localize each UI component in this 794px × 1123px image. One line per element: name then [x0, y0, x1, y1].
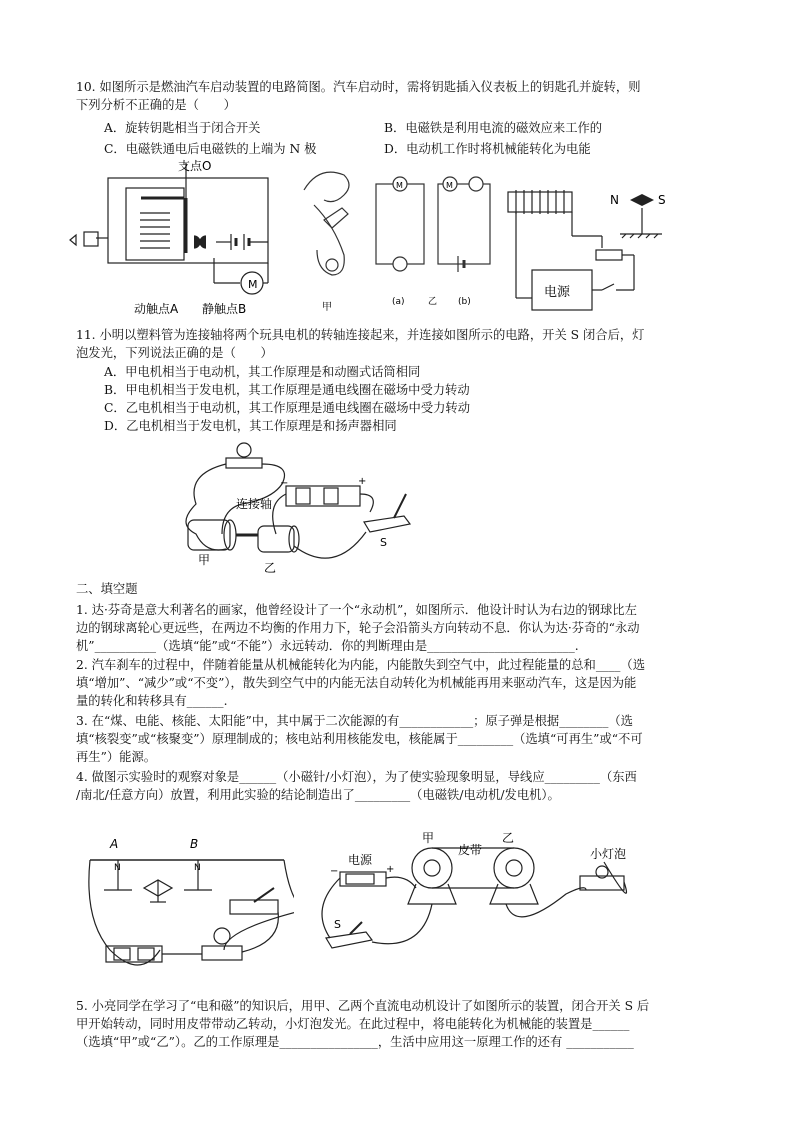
q11-label-jia: 甲 — [198, 553, 211, 567]
q10-label-motor: M — [248, 278, 258, 291]
fill-q3-line: 再生”）能源。 — [76, 750, 157, 764]
q11-stem-line: 11. 小明以塑料管为连接轴将两个玩具电机的转轴连接起来，并连接如图所示的电路，开关 S 闭合后，灯 — [76, 328, 645, 342]
fill-q5 — [76, 997, 649, 1051]
q10-stem-line: 下列分析不正确的是（ ） — [76, 98, 236, 112]
fill-q2-line: 量的转化和转移具有______. — [76, 694, 228, 708]
q11-label-yi: 乙 — [264, 561, 277, 575]
fill-q5-line: 5. 小亮同学在学习了“电和磁”的知识后，用甲、乙两个直流电动机设计了如图所示的装置，闭合开关 S 后 — [76, 999, 650, 1013]
q10-label-moving: 动触点A — [134, 302, 179, 316]
fill-q1 — [76, 601, 640, 655]
fill-q4-label-n2: N — [194, 863, 201, 873]
fill-q5-line: 甲开始转动，同时用皮带带动乙转动，小灯泡发光。在此过程中，将电能转化为机械能的装置是______ — [76, 1017, 630, 1031]
fill-q5-label-jia: 甲 — [422, 831, 435, 845]
q10-option-c: C．电磁铁通电后电磁铁的上端为 N 极 — [104, 142, 317, 156]
q11-figure-motors — [168, 436, 428, 576]
fill-q3 — [76, 712, 643, 766]
q10-figure-ab-circuits — [368, 164, 502, 314]
fill-q3-line: 3. 在“煤、电能、核能、太阳能”中，其中属于二次能源的有____________；原子弹是根据________（选 — [76, 714, 633, 728]
fill-q1-line: 边的钢球离轮心更远些，在两边不均衡的作用力下，轮子会沿箭头方向转动不息．你认为达·芬奇的“永动 — [76, 621, 640, 635]
fill-q5-label-power: 电源 — [348, 853, 373, 867]
fill-q5-label-lamp: 小灯泡 — [590, 847, 627, 861]
fill-q4 — [76, 768, 637, 804]
q10-label-yi: 乙 — [428, 297, 438, 307]
fill-q4-label-a: A — [110, 837, 119, 851]
fill-q2-line: 2. 汽车刹车的过程中，伴随着能量从机械能转化为内能，内能散失到空气中，此过程能量的总和____（选 — [76, 658, 646, 672]
q10-motor-glyph: M — [396, 181, 403, 190]
q10-figure-electromagnet — [502, 178, 672, 318]
q10-figure-key-photo — [294, 160, 366, 315]
fill-q5-label-minus: − — [330, 866, 339, 877]
fill-q5-label-belt: 皮带 — [458, 843, 483, 857]
q11-label-minus: − — [280, 478, 289, 489]
q10-label-jia: 甲 — [322, 302, 332, 313]
fill-q5-label-plus: + — [386, 864, 395, 875]
q10-label-a: (a) — [392, 297, 405, 307]
q10-label-b: (b) — [458, 297, 471, 307]
q10-stem — [76, 78, 641, 114]
q11-label-axle: 连接轴 — [236, 497, 273, 511]
fill-q4-label-b: B — [190, 837, 199, 851]
q11-option-d: D．乙电机相当于发电机，其工作原理是和扬声器相同 — [104, 419, 397, 433]
fill-q5-figure — [316, 828, 646, 978]
q11-option-b: B．甲电机相当于发电机，其工作原理是通电线圈在磁场中受力转动 — [104, 383, 470, 397]
fill-q5-line: （选填“甲”或“乙”）。乙的工作原理是________________，生活中应用这一原理工作的还有 ___________ — [76, 1035, 634, 1049]
q10-label-power: 电源 — [544, 285, 571, 300]
fill-q1-line: 机”__________（选填“能”或“不能”）永远转动．你的判断理由是________________________. — [76, 639, 579, 653]
q11-label-s: S — [380, 536, 387, 549]
q11-stem-line: 泡发光，下列说法正确的是（ ） — [76, 346, 273, 360]
q10-motor-glyph: M — [446, 181, 453, 190]
fill-q3-line: 填“核裂变”或“核聚变”）原理制成的；核电站利用核能发电，核能属于_________（选填“可再生”或“不可 — [76, 732, 643, 746]
q10-option-a: A．旋转钥匙相当于闭合开关 — [104, 121, 261, 135]
q11-option-a: A．甲电机相当于电动机，其工作原理是和动圈式话筒相同 — [104, 365, 421, 379]
q11-label-plus: + — [358, 476, 367, 487]
fill-q4-line: 4. 做图示实验时的观察对象是______（小磁针/小灯泡），为了使实验现象明显，导线应_________（东西 — [76, 770, 637, 784]
fill-q5-label-s: S — [334, 918, 341, 931]
q10-option-b: B．电磁铁是利用电流的磁效应来工作的 — [384, 121, 603, 135]
fill-q4-label-n1: N — [114, 863, 121, 873]
q11-stem — [76, 326, 644, 362]
q10-label-pivot: 支点O — [178, 159, 212, 173]
fill-q5-label-yi: 乙 — [502, 831, 515, 845]
section-title: 二、填空题 — [76, 582, 138, 596]
q10-label-static: 静触点B — [202, 302, 247, 316]
fill-q4-figure-battery-lamp — [84, 880, 294, 980]
q10-option-d: D．电动机工作时将机械能转化为电能 — [384, 142, 591, 156]
q10-stem-line: 10. 如图所示是燃油汽车启动装置的电路简图。汽车启动时，需将钥匙插入仪表板上的钥匙孔并旋转，则 — [76, 80, 641, 94]
q10-label-s: S — [658, 193, 666, 207]
q10-label-n: N — [610, 193, 619, 207]
fill-q1-line: 1. 达·芬奇是意大利著名的画家，他曾经设计了一个“永动机”，如图所示．他设计时认为右边的钢球比左 — [76, 603, 637, 617]
fill-q2-line: 填“增加”、“减少”或“不变”），散失到空气中的内能无法自动转化为机械能再用来驱动汽车，这是因为能 — [76, 676, 637, 690]
q11-option-c: C．乙电机相当于电动机，其工作原理是通电线圈在磁场中受力转动 — [104, 401, 471, 415]
fill-q4-line: /南北/任意方向）放置，利用此实验的结论制造出了_________（电磁铁/电动机/发电机）。 — [76, 788, 560, 802]
q10-figure-starter-circuit — [66, 158, 286, 320]
fill-q2 — [76, 656, 645, 710]
